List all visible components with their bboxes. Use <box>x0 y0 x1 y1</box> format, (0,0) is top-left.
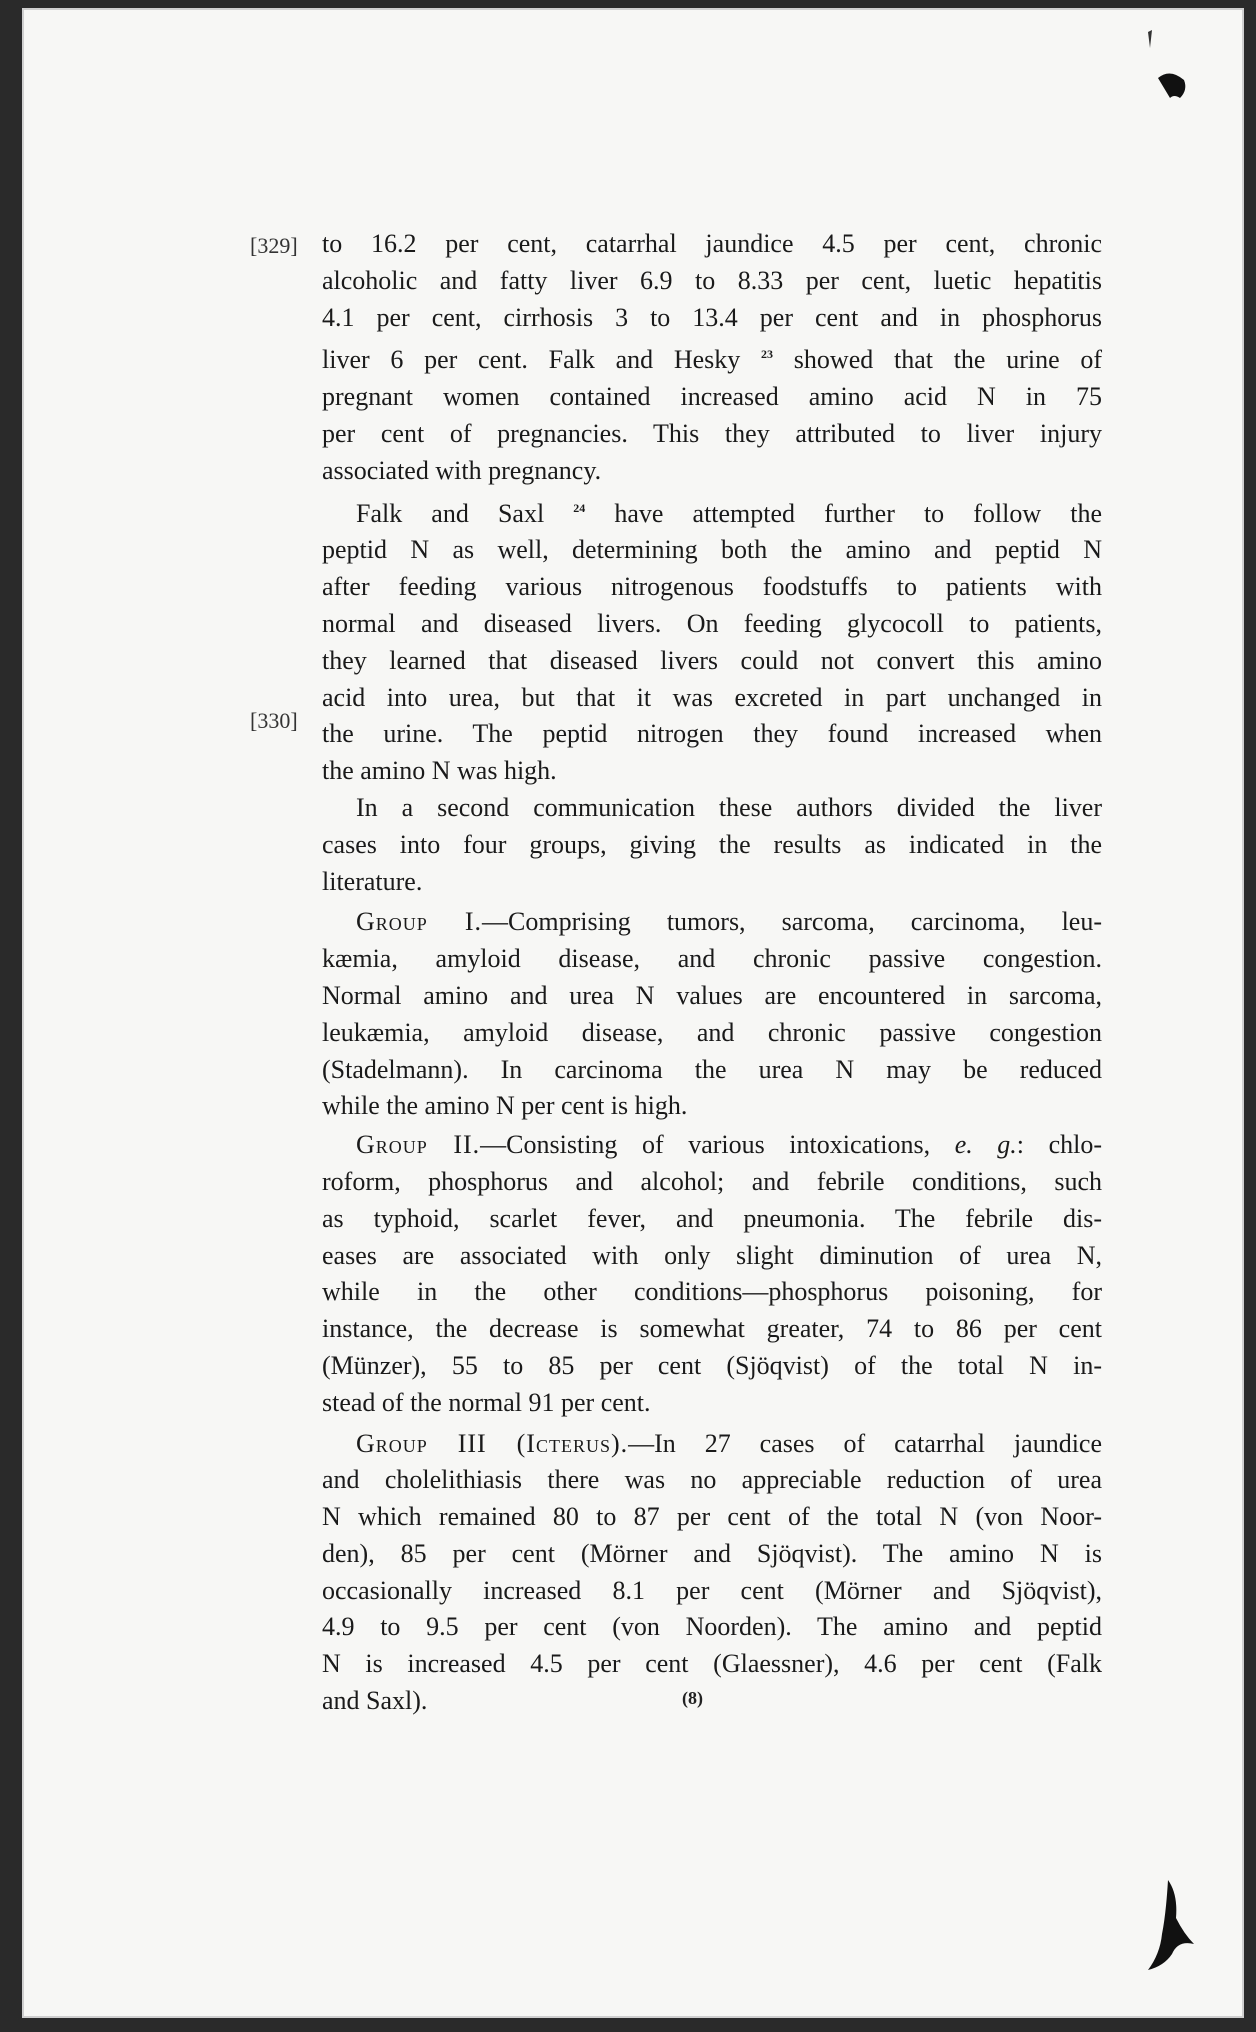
text-segment: Falk and Saxl <box>356 498 545 528</box>
scanned-page <box>22 8 1244 2018</box>
text-line: and Saxl). <box>322 1686 428 1716</box>
text-line: cases into four groups, giving the results as indicated in the <box>322 829 1102 859</box>
text-line: den), 85 per cent (Mörner and Sjöqvist). The amino N is <box>322 1538 1102 1568</box>
text-segment: liver 6 per cent. Falk and Hesky <box>322 345 741 375</box>
text-line <box>322 1127 1102 1164</box>
text-segment: —Consisting of various intoxications, <box>480 1130 931 1160</box>
text-line: stead of the normal 91 per cent. <box>322 1387 651 1417</box>
scan-blemish-top <box>1144 28 1204 118</box>
text-segment: have attempted further to follow the <box>614 498 1103 528</box>
paragraph-group-2 <box>322 1127 1102 1421</box>
text-segment: —Comprising tumors, sarcoma, carcinoma, leu- <box>482 907 1102 937</box>
text-line: 4.9 to 9.5 per cent (von Noorden). The amino and peptid <box>322 1612 1102 1642</box>
text-line: eases are associated with only slight diminution of urea N, <box>322 1240 1102 1270</box>
group-heading: Group II. <box>356 1130 481 1160</box>
paragraph-2 <box>322 490 1102 790</box>
page-number: (8) <box>682 1688 703 1708</box>
text-line: (Stadelmann). In carcinoma the urea N may be reduced <box>322 1054 1102 1084</box>
text-line: In a second communication these authors divided the liver <box>356 792 1102 822</box>
text-line: peptid N as well, determining both the amino and peptid N <box>322 535 1102 565</box>
text-line: N is increased 4.5 per cent (Glaessner), 4.6 per cent (Falk <box>322 1649 1102 1679</box>
text-line <box>322 1426 1102 1463</box>
paragraph-3 <box>322 790 1102 900</box>
text-line: 4.1 per cent, cirrhosis 3 to 13.4 per cent and in phosphorus <box>322 302 1102 332</box>
text-line: the amino N was high. <box>322 756 557 786</box>
text-line: acid into urea, but that it was excreted in part unchanged in <box>322 682 1102 712</box>
margin-ref-330: [330] <box>250 708 298 733</box>
text-segment: : chlo- <box>1016 1130 1103 1160</box>
footnote-ref: 23 <box>761 347 774 362</box>
footnote-ref: 24 <box>573 500 586 515</box>
text-segment: —In 27 cases of catarrhal jaundice <box>628 1428 1102 1458</box>
text-line: associated with pregnancy. <box>322 455 602 485</box>
paragraph-1 <box>322 226 1102 490</box>
text-line: leukæmia, amyloid disease, and chronic passive congestion <box>322 1017 1102 1047</box>
text-line <box>322 336 1102 379</box>
text-line: while in the other conditions—phosphorus poisoning, for <box>322 1277 1102 1307</box>
text-line: the urine. The peptid nitrogen they found increased when <box>322 719 1102 749</box>
text-line: instance, the decrease is somewhat greater, 74 to 86 per cent <box>322 1314 1102 1344</box>
text-line: N which remained 80 to 87 per cent of the total N (von Noor- <box>322 1502 1102 1532</box>
text-line <box>322 904 1102 941</box>
text-line: (Münzer), 55 to 85 per cent (Sjöqvist) of the total N in- <box>322 1350 1102 1380</box>
body-text <box>322 226 1102 1720</box>
text-line: as typhoid, scarlet fever, and pneumonia. The febrile dis- <box>322 1203 1102 1233</box>
paragraph-group-1 <box>322 904 1102 1125</box>
text-line: while the amino N per cent is high. <box>322 1091 688 1121</box>
text-line: to 16.2 per cent, catarrhal jaundice 4.5 per cent, chronic <box>322 229 1102 258</box>
text-line: pregnant women contained increased amino acid N in 75 <box>322 382 1102 412</box>
paragraph-group-3 <box>322 1426 1102 1720</box>
text-segment: e. g. <box>954 1130 1017 1160</box>
text-line: alcoholic and fatty liver 6.9 to 8.33 per cent, luetic hepatitis <box>322 265 1102 295</box>
text-line: literature. <box>322 866 423 896</box>
text-line: roform, phosphorus and alcohol; and febrile conditions, such <box>322 1166 1102 1196</box>
text-line: occasionally increased 8.1 per cent (Mörner and Sjöqvist), <box>322 1575 1102 1605</box>
scan-blemish-bottom <box>1138 1874 1208 1974</box>
text-line <box>322 490 1102 533</box>
group-heading: Group I. <box>356 907 482 937</box>
text-line: after feeding various nitrogenous foodstuffs to patients with <box>322 572 1102 602</box>
group-heading: Group III (Icterus). <box>356 1428 629 1458</box>
margin-ref-329: [329] <box>250 233 298 258</box>
text-line: kæmia, amyloid disease, and chronic passive congestion. <box>322 944 1102 974</box>
text-line: per cent of pregnancies. This they attributed to liver injury <box>322 418 1102 448</box>
text-line: they learned that diseased livers could not convert this amino <box>322 645 1102 675</box>
text-line: normal and diseased livers. On feeding glycocoll to patients, <box>322 608 1102 638</box>
text-line: and cholelithiasis there was no appreciable reduction of urea <box>322 1465 1102 1495</box>
text-segment: showed that the urine of <box>793 345 1103 375</box>
text-line: Normal amino and urea N values are encountered in sarcoma, <box>322 980 1102 1010</box>
